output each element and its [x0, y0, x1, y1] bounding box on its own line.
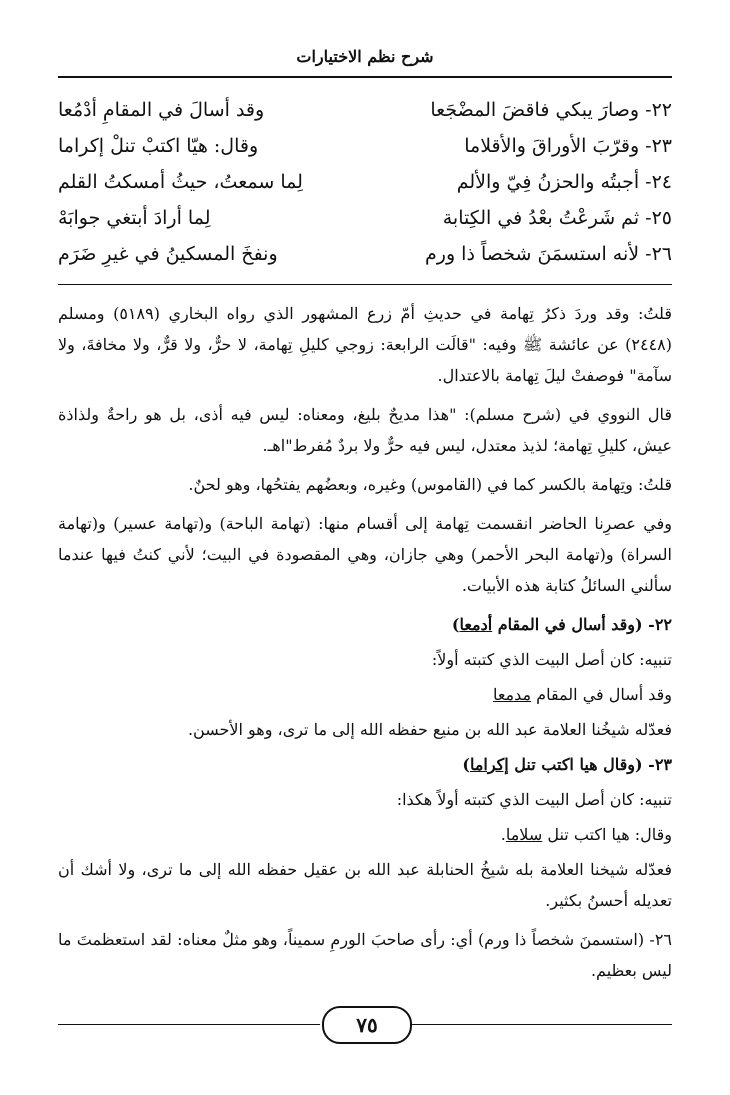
paragraph-tihama-hadith: قلتُ: وقد وردَ ذكرُ تِهامة في حديثِ أمّ زرع المشهور الذي رواه البخاري (٥١٨٩) ومسلم (٢٤٤٨) عن عائشة ﷺ وفيه: "قالَت الرابعة: زوجي كليلِ تِهامة، لا حرٌّ، ولا قرٌّ، ولا مخافةَ، ولا سآمة" فوصفتْ ليلَ تِهامة بالاعتدال. [58, 304, 672, 385]
poem-separator-rule [58, 284, 672, 285]
note-22: تنبيه: كان أصل البيت الذي كتبته أولاً: [431, 650, 672, 669]
verse-second-hemistich: ونفخَ المسكينُ في غيرِ ضَرَم [58, 243, 278, 265]
page-number: ٧٥ [322, 1006, 412, 1044]
page-footer [58, 1004, 672, 1044]
verse-second-hemistich: لِما أرادَ أبتغي جوابَهْ [58, 207, 211, 229]
underlined-word: سلاما [505, 825, 543, 844]
verse-first-hemistich: ٢٢- وصارَ يبكي فاقضَ المضْجَعا [430, 99, 672, 121]
verse-26-explanation: ٢٦- (استسمنَ شخصاً ذا ورم) أي: رأى صاحبَ الورمِ سميناً، وهو مثلٌ معناه: لقد استعظمتَ ما ليس بعظيم. [58, 930, 672, 980]
verse-second-hemistich: وقد أسالَ في المقامِ أدْمُعا [58, 99, 265, 121]
verse-row [58, 236, 672, 272]
verse-first-hemistich: ٢٤- أجبتُه والحزنُ فِيّ والألم [456, 171, 672, 193]
underlined-word: أدمعا [459, 615, 493, 634]
commentary-body [58, 298, 672, 994]
paragraph-tihama-spelling: قلتُ: وتِهامة بالكسر كما في (القاموس) وغيره، وبعضُهم يفتحُها، وهو لحنٌ. [188, 475, 672, 494]
verse-first-hemistich: ٢٦- لأنه استسمَنَ شخصاً ذا ورم [425, 243, 672, 265]
footer-rule-right [410, 1024, 672, 1025]
poem-verses [58, 92, 672, 272]
verse-second-hemistich: وقال: هيّا اكتبْ تنلْ إكراما [58, 135, 259, 157]
note-23: تنبيه: كان أصل البيت الذي كتبته أولاً هكذا: [396, 790, 672, 809]
paragraph-nawawi-quote: قال النووي في (شرح مسلم): "هذا مديحٌ بليغ، ومعناه: ليس فيه أذى، بل هو راحةٌ ولذاذة عيش، كليلِ تِهامة؛ لذيذ معتدل، ليس فيه حرٌّ ولا بردٌ مُفرط"اهـ. [58, 405, 672, 455]
footer-rule-left [58, 1024, 320, 1025]
underlined-word: إكراما [469, 755, 509, 774]
verse-row [58, 128, 672, 164]
verse-row [58, 92, 672, 128]
original-verse-23: وقال: هيا اكتب تنل سلاما. [500, 825, 672, 844]
original-verse-22: وقد أسال في المقام مدمعا [492, 685, 672, 704]
verse-23-heading: ٢٣- (وقال هيا اكتب تنل إكراما) [462, 755, 672, 774]
verse-row [58, 200, 672, 236]
running-header-title: شرح نظم الاختيارات [296, 47, 434, 66]
verse-22-heading: ٢٢- (وقد أسال في المقام أدمعا) [451, 615, 672, 634]
header-rule [58, 76, 672, 78]
underlined-word: مدمعا [492, 685, 532, 704]
verse-second-hemistich: لِما سمعتُ، حيثُ أمسكتُ القلم [58, 171, 303, 193]
verse-row [58, 164, 672, 200]
verse-first-hemistich: ٢٥- ثم شَرعْتُ بعْدُ في الكِتابة [442, 207, 672, 229]
paragraph-tihama-regions: وفي عصرِنا الحاضر انقسمت تِهامة إلى أقسام منها: (تهامة الباحة) و(تهامة عسير) و(تهامة السراة) و(تهامة البحر الأحمر) وهي جازان، وهي المقصودة في البيت؛ لأني كنتُ فيها عندما سألني السائلُ كتابة هذه الأبيات. [58, 514, 672, 595]
correction-23: فعدّله شيخنا العلامة بله شيخُ الحنابلة عبد الله بن عقيل حفظه الله إلى ما ترى، ولا أشك أن تعديله أحسنُ بكثير. [58, 860, 672, 910]
verse-first-hemistich: ٢٣- وقرّبَ الأوراقَ والأقلاما [464, 135, 672, 157]
correction-22: فعدّله شيخُنا العلامة عبد الله بن منيع حفظه الله إلى ما ترى، وهو الأحسن. [187, 720, 672, 739]
